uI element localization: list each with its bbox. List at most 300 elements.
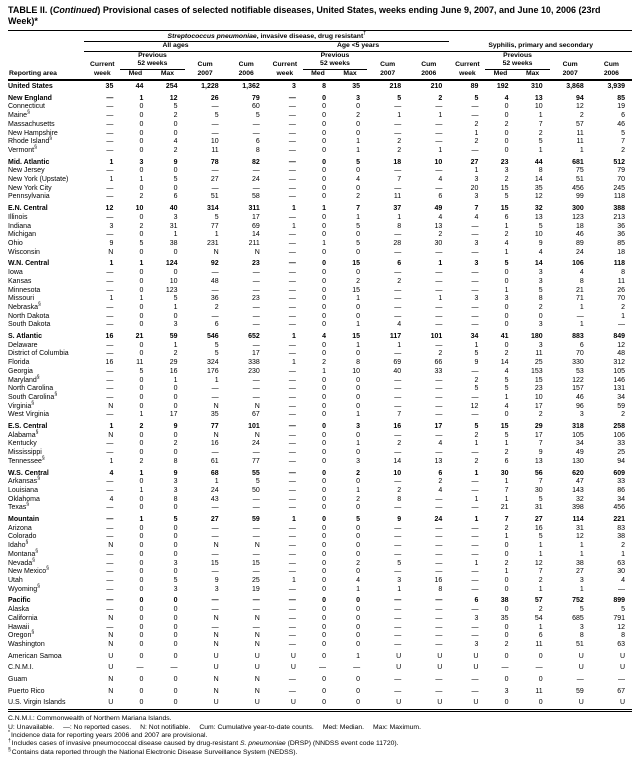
data-cell: 3 (538, 321, 543, 329)
data-cell: — (288, 687, 296, 695)
data-cell: 1 (504, 248, 509, 256)
data-cell: 59 (251, 516, 260, 524)
data-cell: 11 (211, 146, 219, 154)
data-cell: — (106, 286, 114, 294)
data-cell: U (84, 696, 120, 710)
data-cell: 10 (352, 367, 361, 375)
data-cell: 1 (504, 495, 509, 503)
data-cell: — (435, 606, 443, 614)
data-cell: 2 (438, 478, 443, 486)
data-cell: — (288, 449, 296, 457)
data-cell: — (394, 687, 402, 695)
data-cell: 6 (397, 260, 402, 268)
data-cell: 157 (572, 385, 584, 393)
data-cell: 8 (538, 295, 543, 303)
data-cell: 79 (251, 94, 260, 102)
data-cell: 254 (165, 83, 178, 91)
data-cell: — (394, 184, 402, 192)
data-cell: 0 (322, 286, 326, 294)
data-cell: 11 (535, 350, 543, 358)
data-cell: 21 (500, 504, 509, 512)
data-cell: 0 (538, 676, 543, 684)
weeks52-header: 52 weeks (120, 60, 184, 69)
section-mark: § (37, 475, 40, 482)
data-cell: — (435, 138, 443, 146)
row-label: E.S. Central (8, 423, 48, 431)
data-cell: 105 (572, 431, 584, 439)
data-cell: 3 (474, 193, 479, 201)
data-cell: 1 (322, 239, 326, 247)
data-cell: 0 (139, 376, 144, 384)
data-cell: 5 (173, 516, 178, 524)
data-cell: 8 (173, 495, 178, 503)
cum-header: Cum (380, 60, 396, 68)
row-label: Massachusetts (8, 120, 55, 128)
data-cell: 1 (173, 303, 178, 311)
data-cell: — (106, 486, 114, 494)
data-cell: 0 (356, 478, 361, 486)
data-cell: 0 (139, 687, 144, 695)
row-label: U.S. Virgin Islands (8, 696, 84, 710)
data-cell: 1 (579, 146, 584, 154)
data-cell: 0 (356, 676, 361, 684)
data-cell: 5 (356, 222, 361, 230)
data-cell: — (252, 269, 260, 277)
row-label: Puerto Rico (8, 687, 45, 695)
data-cell: — (394, 402, 402, 410)
data-cell: 0 (173, 129, 178, 137)
data-cell: — (435, 277, 443, 285)
dagger-mark: † (363, 30, 367, 37)
row-label: Kansas (8, 277, 32, 285)
data-cell: 2 (538, 303, 543, 311)
table-row (8, 411, 632, 420)
data-cell: 2 (621, 411, 625, 419)
data-cell: 30 (434, 239, 443, 247)
data-cell: 55 (251, 469, 260, 477)
section-mark: § (41, 455, 45, 462)
data-cell: 51 (210, 193, 219, 201)
data-cell: — (471, 303, 479, 311)
data-cell: 0 (139, 478, 144, 486)
data-cell: 13 (434, 457, 443, 465)
data-cell: 0 (322, 632, 326, 640)
data-cell: — (288, 676, 296, 684)
data-cell: 9 (109, 239, 114, 247)
data-cell: 0 (139, 577, 144, 584)
data-cell: 6 (438, 469, 443, 477)
data-cell: 0 (173, 568, 178, 576)
data-cell: 310 (530, 83, 543, 91)
data-cell: — (106, 120, 114, 128)
data-cell: 192 (496, 83, 509, 91)
data-cell: — (211, 120, 219, 128)
data-cell: 2 (173, 440, 178, 448)
data-cell: — (435, 568, 443, 576)
data-cell: 456 (572, 184, 584, 192)
data-cell: 0 (356, 550, 361, 558)
data-cell: — (471, 585, 479, 593)
data-cell: U (213, 664, 219, 672)
data-cell: 33 (617, 478, 625, 486)
data-cell: 0 (173, 524, 178, 532)
data-cell: 0 (139, 449, 144, 457)
data-cell: 4 (438, 176, 443, 184)
data-cell: — (252, 120, 260, 128)
data-cell: 546 (206, 333, 219, 341)
data-cell: — (288, 385, 296, 393)
data-cell: 221 (613, 516, 625, 524)
data-cell: — (353, 664, 361, 672)
data-cell: 0 (139, 129, 144, 137)
section-mark: § (26, 502, 30, 509)
data-cell: N (213, 248, 219, 256)
data-cell: U (619, 652, 625, 660)
data-cell: 13 (534, 213, 543, 221)
table-row (8, 449, 632, 458)
data-cell: — (288, 533, 296, 541)
data-cell: 38 (500, 597, 509, 605)
data-cell: — (288, 478, 296, 486)
row-label: New Mexico§ (8, 565, 49, 576)
data-cell: 4 (504, 239, 509, 247)
data-cell: — (106, 277, 114, 285)
data-cell: 0 (173, 533, 178, 541)
data-cell: 311 (248, 205, 260, 213)
med-header: Med (120, 69, 150, 80)
data-cell: 0 (139, 402, 144, 410)
data-cell: — (471, 676, 479, 684)
data-cell: 44 (534, 158, 543, 166)
data-cell: 4 (356, 176, 361, 184)
data-cell: 0 (322, 120, 326, 128)
data-cell: — (394, 478, 402, 486)
med-header: Med (485, 69, 515, 80)
table-row (8, 214, 632, 223)
data-cell: 6 (474, 597, 479, 605)
data-cell: 0 (356, 597, 361, 605)
data-cell: — (288, 277, 296, 285)
data-cell: 1 (538, 550, 543, 558)
data-cell: 3 (504, 295, 509, 303)
data-cell: — (535, 664, 543, 672)
data-cell: — (288, 614, 296, 622)
data-cell: 10 (534, 231, 543, 239)
row-label: Alabama§ (8, 429, 39, 439)
table-row (8, 504, 632, 513)
data-cell: 2 (356, 469, 361, 477)
data-cell: 5 (538, 222, 543, 230)
data-cell: 0 (322, 411, 326, 419)
data-cell: 7 (504, 516, 509, 524)
data-cell: 512 (613, 158, 625, 166)
data-cell: N (213, 632, 219, 640)
table-row (8, 542, 632, 551)
week-header: week (84, 69, 120, 80)
table-row (8, 92, 632, 104)
data-cell: 2 (474, 431, 479, 439)
data-cell: 0 (139, 103, 144, 111)
data-cell: 7 (538, 568, 543, 576)
title-pre: TABLE II. ( (8, 5, 53, 15)
data-cell: 5 (538, 286, 543, 294)
data-cell: 24 (210, 486, 219, 494)
legend-item: —: No reported cases. (63, 723, 132, 731)
notifiable-diseases-table (8, 30, 632, 712)
data-cell: 18 (617, 248, 625, 256)
data-cell: 0 (504, 112, 509, 120)
section-mark: § (32, 557, 35, 564)
row-label: New York City (8, 184, 52, 192)
data-cell: 30 (500, 469, 509, 477)
data-cell: 7 (538, 440, 543, 448)
data-cell: N (213, 614, 219, 622)
data-cell: — (106, 146, 114, 154)
data-cell: 0 (139, 248, 144, 256)
data-cell: 1 (291, 577, 296, 584)
data-cell: 40 (169, 205, 178, 213)
data-cell: U (578, 664, 584, 672)
data-cell: — (394, 295, 402, 303)
data-cell: 27 (470, 158, 479, 166)
table-row (8, 440, 632, 449)
data-cell: — (252, 167, 260, 175)
data-cell: N (254, 640, 260, 648)
data-cell: 0 (173, 640, 178, 648)
data-cell: — (288, 504, 296, 512)
data-cell: 0 (139, 341, 144, 349)
data-cell: 1 (504, 286, 509, 294)
data-cell: — (394, 385, 402, 393)
year-2007-header: 2007 (367, 69, 408, 80)
strep-group-header (84, 31, 449, 42)
data-cell: 10 (534, 393, 543, 401)
data-cell: 11 (393, 193, 402, 201)
data-cell: — (288, 176, 296, 184)
data-cell: 124 (165, 260, 178, 268)
data-cell: 27 (575, 568, 584, 576)
data-cell: 1 (579, 542, 584, 550)
header-spacer (449, 51, 485, 60)
data-cell: 0 (504, 577, 509, 584)
data-cell: 0 (139, 146, 144, 154)
data-cell: — (106, 321, 114, 329)
data-cell: 106 (613, 431, 625, 439)
table-header (8, 31, 632, 81)
data-cell: — (252, 524, 260, 532)
data-cell: 0 (322, 269, 326, 277)
data-cell: 0 (322, 550, 326, 558)
data-cell: — (435, 167, 443, 175)
data-cell: 0 (322, 184, 326, 192)
footnote-text: Includes cases of invasive pneumococcal disease caused by drug-resistant (11, 740, 240, 748)
data-cell: — (106, 449, 114, 457)
table-row (8, 403, 632, 412)
table-row (8, 147, 632, 156)
data-cell: — (106, 597, 114, 605)
data-cell: 0 (139, 393, 144, 401)
data-cell: 35 (534, 184, 543, 192)
data-cell: 10 (534, 103, 543, 111)
data-cell: 0 (139, 312, 144, 320)
data-cell: 0 (322, 350, 326, 358)
data-cell: 0 (356, 687, 361, 695)
data-cell: 13 (434, 222, 443, 230)
data-cell: 0 (504, 312, 509, 320)
data-cell: — (471, 321, 479, 329)
data-cell: 35 (500, 614, 509, 622)
data-cell: 0 (356, 623, 361, 631)
data-cell: 0 (139, 606, 144, 614)
data-cell: — (471, 393, 479, 401)
data-cell: 15 (352, 333, 361, 341)
data-cell: 3 (139, 158, 144, 166)
data-cell: 67 (617, 687, 625, 695)
data-cell: 79 (617, 167, 625, 175)
weeks52-header: 52 weeks (303, 60, 367, 69)
table-row (8, 661, 632, 673)
data-cell: 0 (504, 411, 509, 419)
footnote-section (8, 746, 632, 757)
header-spacer (449, 31, 632, 42)
data-cell: 32 (575, 495, 584, 503)
table-row (8, 103, 632, 112)
data-cell: — (288, 269, 296, 277)
data-cell: 7 (504, 486, 509, 494)
data-cell: U (267, 696, 303, 710)
data-cell: 0 (504, 146, 509, 154)
data-cell: 1 (538, 542, 543, 550)
data-cell: 5 (474, 385, 479, 393)
data-cell: 1 (356, 585, 361, 593)
table-row (8, 551, 632, 560)
data-cell: — (288, 193, 296, 201)
row-label: South Carolina§ (8, 391, 58, 401)
data-cell: — (106, 213, 114, 221)
row-label: United States (8, 83, 53, 91)
data-cell: 1 (621, 550, 625, 558)
data-cell: 1 (139, 411, 144, 419)
data-cell: 15 (534, 376, 543, 384)
data-cell: — (394, 533, 402, 541)
table-row (8, 467, 632, 479)
data-cell: 0 (173, 167, 178, 175)
data-cell: 63 (617, 640, 625, 648)
data-cell: — (106, 606, 114, 614)
data-cell: 681 (572, 158, 584, 166)
row-label: Nebraska§ (8, 301, 41, 311)
data-cell: 0 (322, 376, 326, 384)
data-cell: 1 (474, 167, 479, 175)
data-cell: 0 (322, 103, 326, 111)
data-cell: 36 (617, 222, 625, 230)
table-row (8, 478, 632, 487)
data-cell: 0 (356, 504, 361, 512)
data-cell: — (288, 103, 296, 111)
data-cell: 0 (356, 167, 361, 175)
data-cell: 8 (322, 83, 326, 91)
data-cell: — (288, 312, 296, 320)
data-cell: 2 (474, 457, 479, 465)
table-row (8, 432, 632, 441)
data-cell: — (211, 103, 219, 111)
data-cell: — (435, 393, 443, 401)
data-cell: 77 (251, 457, 260, 465)
data-cell: 0 (120, 696, 150, 710)
table-row (8, 615, 632, 624)
data-cell: — (288, 524, 296, 532)
row-label: Guam (8, 676, 28, 684)
row-label: Colorado (8, 533, 37, 541)
data-cell: 4 (504, 94, 509, 102)
table-row (8, 496, 632, 505)
data-cell: N (254, 676, 260, 684)
week-header: week (449, 69, 485, 80)
data-cell: N (108, 431, 114, 439)
max-header: Max (150, 69, 184, 80)
footnote-dagger (8, 740, 632, 748)
data-cell: — (435, 269, 443, 277)
data-cell: 5 (504, 431, 509, 439)
data-cell: 5 (173, 103, 178, 111)
data-cell: — (471, 248, 479, 256)
data-cell: 9 (538, 239, 543, 247)
data-cell: 1 (579, 550, 584, 558)
data-cell: 0 (139, 597, 144, 605)
table-row (8, 193, 632, 202)
data-cell: 1 (474, 129, 479, 137)
data-cell: — (211, 597, 219, 605)
data-cell: 17 (169, 411, 178, 419)
data-cell: 2 (139, 222, 144, 230)
data-cell: 0 (139, 286, 144, 294)
data-cell: 49 (434, 205, 443, 213)
data-cell: 4 (438, 440, 443, 448)
data-cell: 3 (397, 577, 402, 584)
data-cell: 5 (356, 239, 361, 247)
data-cell: 16 (210, 440, 219, 448)
data-cell: 7 (621, 138, 625, 146)
data-cell: 25 (534, 359, 543, 367)
table-row (8, 202, 632, 214)
data-cell: 0 (356, 568, 361, 576)
row-label: Arizona (8, 524, 32, 532)
data-cell: 0 (322, 321, 326, 329)
data-cell: — (211, 184, 219, 192)
legend-item: Med: Median. (322, 723, 364, 731)
data-cell: 3,868 (566, 83, 584, 91)
data-cell: — (501, 664, 509, 672)
data-cell: U (213, 652, 219, 660)
data-cell: 56 (534, 469, 543, 477)
age-under5-group-header: Age <5 years (267, 42, 450, 51)
data-cell: 34 (470, 333, 479, 341)
data-cell: 1 (109, 423, 114, 431)
data-cell: 0 (356, 350, 361, 358)
data-cell: 3 (109, 222, 114, 230)
data-cell: 2 (474, 376, 479, 384)
row-label: Delaware (8, 341, 38, 349)
data-cell: 258 (613, 423, 625, 431)
current-header: Current (272, 60, 298, 68)
data-cell: 14 (393, 457, 402, 465)
data-cell: 1 (322, 205, 326, 213)
data-cell: 609 (613, 469, 625, 477)
data-cell: — (471, 277, 479, 285)
data-cell: 2 (356, 277, 361, 285)
data-cell: 0 (139, 440, 144, 448)
data-cell: 1 (504, 533, 509, 541)
